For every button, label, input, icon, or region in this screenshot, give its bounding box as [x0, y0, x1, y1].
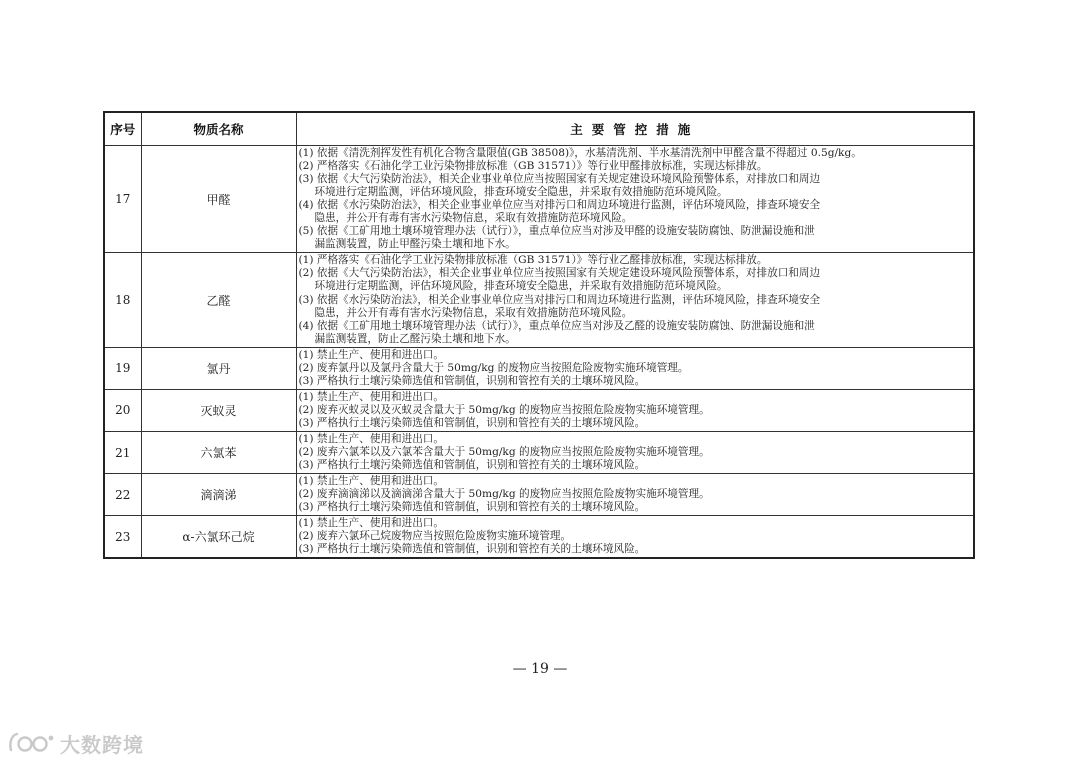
control-measures — [296, 389, 974, 431]
substance-control-table — [103, 111, 975, 559]
row-number: 19 — [104, 347, 141, 389]
substance-name: 灭蚁灵 — [141, 389, 296, 431]
measure-line: (2) 废弃氯丹以及氯丹含量大于 50mg/kg 的废物应当按照危险废物实施环境管理。 — [298, 361, 689, 374]
measure-line: 漏监测装置，防止乙醛污染土壤和地下水。 — [314, 332, 516, 345]
measure-line: (3) 严格执行土壤污染筛选值和管制值，识别和管控有关的土壤环境风险。 — [298, 374, 646, 387]
measure-line: (1) 禁止生产、使用和进出口。 — [298, 432, 444, 445]
substance-name: 乙醛 — [141, 253, 296, 347]
measure-line: (3) 严格执行土壤污染筛选值和管制值，识别和管控有关的土壤环境风险。 — [298, 416, 646, 429]
measure-line: (2) 废弃六氯环己烷废物应当按照危险废物实施环境管理。 — [298, 530, 572, 543]
table-row — [104, 253, 974, 347]
measure-line: (3) 严格执行土壤污染筛选值和管制值，识别和管控有关的土壤环境风险。 — [298, 501, 646, 514]
table-row — [104, 146, 974, 253]
measure-line: (1) 禁止生产、使用和进出口。 — [298, 390, 444, 403]
row-number: 21 — [104, 431, 141, 473]
measure-line: (2) 废弃六氯苯以及六氯苯含量大于 50mg/kg 的废物应当按照危险废物实施环境管理。 — [298, 446, 710, 459]
measure-line: (1) 依据《清洗剂挥发性有机化合物含量限值(GB 38508)》，水基清洗剂、半水基清洗剂中甲醛含量不得超过 0.5g/kg。 — [298, 147, 862, 159]
measure-line: (1) 严格落实《石油化学工业污染物排放标准（GB 31571）》等行业乙醛排放标准，实现达标排放。 — [298, 254, 768, 267]
measure-line: (2) 废弃滴滴涕以及滴滴涕含量大于 50mg/kg 的废物应当按照危险废物实施环境管理。 — [298, 488, 710, 501]
control-measures — [296, 347, 974, 389]
table-row — [104, 347, 974, 389]
measure-line: 环境进行定期监测，评估环境风险，排查环境安全隐患，并采取有效措施防范环境风险。 — [314, 280, 728, 293]
measure-line: 漏监测装置，防止甲醛污染土壤和地下水。 — [314, 238, 516, 251]
control-measures — [296, 516, 974, 559]
substance-name: 六氯苯 — [141, 431, 296, 473]
measure-line: (2) 依据《大气污染防治法》，相关企业事业单位应当按照国家有关规定建设环境风险预警体系，对排放口和周边 — [298, 267, 821, 280]
table-header-row — [104, 112, 974, 146]
row-number: 18 — [104, 253, 141, 347]
page-number: — 19 — — [512, 661, 568, 677]
table-row — [104, 389, 974, 431]
table-row — [104, 431, 974, 473]
brand-logo-icon — [8, 730, 56, 756]
measure-line: (3) 严格执行土壤污染筛选值和管制值，识别和管控有关的土壤环境风险。 — [298, 459, 646, 472]
measure-line: (1) 禁止生产、使用和进出口。 — [298, 475, 444, 488]
measure-line: (3) 依据《水污染防治法》，相关企业事业单位应当对排污口和周边环境进行监测，评估环境风险，排查环境安全 — [298, 293, 821, 306]
measure-line: (4) 依据《工矿用地土壤环境管理办法（试行）》，重点单位应当对涉及乙醛的设施安装防腐蚀、防泄漏设施和泄 — [298, 319, 815, 332]
row-number: 23 — [104, 516, 141, 559]
measure-line: (1) 禁止生产、使用和进出口。 — [298, 348, 444, 361]
measure-line: 隐患，并公开有毒有害水污染物信息，采取有效措施防范环境风险。 — [314, 306, 633, 319]
measure-line: (1) 禁止生产、使用和进出口。 — [298, 517, 444, 530]
measure-line: (3) 依据《大气污染防治法》，相关企业事业单位应当按照国家有关规定建设环境风险预警体系，对排放口和周边 — [298, 173, 821, 186]
control-measures — [296, 253, 974, 347]
header-no: 序号 — [104, 112, 141, 146]
control-measures — [296, 474, 974, 516]
measure-line: (2) 废弃灭蚁灵以及灭蚁灵含量大于 50mg/kg 的废物应当按照危险废物实施环境管理。 — [298, 403, 710, 416]
measure-line: (3) 严格执行土壤污染筛选值和管制值，识别和管控有关的土壤环境风险。 — [298, 543, 646, 556]
watermark-text: 大数跨境 — [60, 732, 144, 757]
substance-name: 滴滴涕 — [141, 474, 296, 516]
row-number: 17 — [104, 146, 141, 253]
watermark — [8, 728, 144, 758]
measure-line: 环境进行定期监测，评估环境风险，排查环境安全隐患，并采取有效措施防范环境风险。 — [314, 186, 728, 199]
header-name: 物质名称 — [141, 112, 296, 146]
table-row — [104, 474, 974, 516]
measure-line: 隐患，并公开有毒有害水污染物信息，采取有效措施防范环境风险。 — [314, 212, 633, 225]
substance-name: 氯丹 — [141, 347, 296, 389]
measure-line: (2) 严格落实《石油化学工业污染物排放标准（GB 31571）》等行业甲醛排放标准，实现达标排放。 — [298, 160, 768, 173]
measure-line: (4) 依据《水污染防治法》，相关企业事业单位应当对排污口和周边环境进行监测，评估环境风险，排查环境安全 — [298, 199, 821, 212]
row-number: 20 — [104, 389, 141, 431]
row-number: 22 — [104, 474, 141, 516]
substance-name: α-六氯环己烷 — [141, 516, 296, 559]
measure-line: (5) 依据《工矿用地土壤环境管理办法（试行）》，重点单位应当对涉及甲醛的设施安装防腐蚀、防泄漏设施和泄 — [298, 225, 815, 238]
header-measures: 主要管控措施 — [296, 112, 974, 146]
control-measures — [296, 431, 974, 473]
substance-name: 甲醛 — [141, 146, 296, 253]
table-row — [104, 516, 974, 559]
control-measures — [296, 146, 974, 253]
